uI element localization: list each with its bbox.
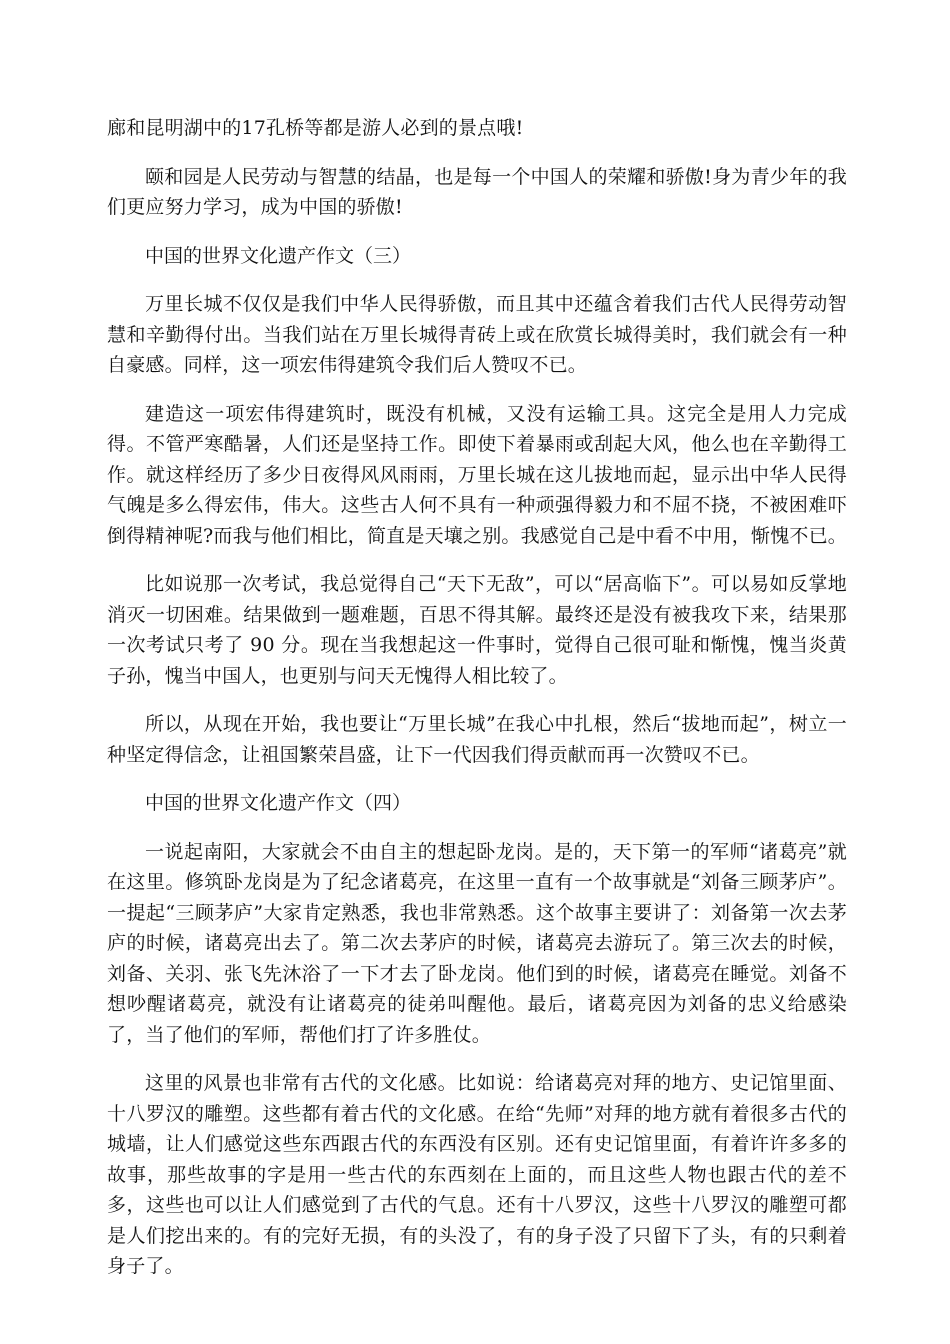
section-heading: 中国的世界文化遗产作文（三） xyxy=(145,244,412,267)
document-page xyxy=(107,113,847,1300)
paragraph: 所以，从现在开始，我也要让“万里长城”在我心中扎根，然后“拔地而起”，树立一种坚定得信念，让祖国繁荣昌盛，让下一代因我们得贡献而再一次赞叹不已。 xyxy=(107,713,847,766)
paragraph-continued: 廊和昆明湖中的17孔桥等都是游人必到的景点哦! xyxy=(107,117,524,139)
paragraph: 建造这一项宏伟得建筑时，既没有机械，又没有运输工具。这完全是用人力完成得。不管严寒酷暑，人们还是坚持工作。即使下着暴雨或刮起大风，他么也在辛勤得工作。就这样经历了多少日夜得风风雨雨，万里长城在这儿拔地而起，显示出中华人民得气魄是多么得宏伟，伟大。这些古人何不具有一种顽强得毅力和不屈不挠，不被困难吓倒得精神呢?而我与他们相比，简直是天壤之别。我感觉自己是中看不中用，惭愧不已。 xyxy=(107,402,847,547)
paragraph: 万里长城不仅仅是我们中华人民得骄傲，而且其中还蕴含着我们古代人民得劳动智慧和辛勤得付出。当我们站在万里长城得青砖上或在欣赏长城得美时，我们就会有一种自豪感。同样，这一项宏伟得建筑令我们后人赞叹不已。 xyxy=(107,293,847,376)
paragraph: 一说起南阳，大家就会不由自主的想起卧龙岗。是的，天下第一的军师“诸葛亮”就在这里。修筑卧龙岗是为了纪念诸葛亮，在这里一直有一个故事就是“刘备三顾茅庐”。一提起“三顾茅庐”大家肯定熟悉，我也非常熟悉。这个故事主要讲了：刘备第一次去茅庐的时候，诸葛亮出去了。第二次去茅庐的时候，诸葛亮去游玩了。第三次去的时候，刘备、关羽、张飞先沐浴了一下才去了卧龙岗。他们到的时候，诸葛亮在睡觉。刘备不想吵醒诸葛亮，就没有让诸葛亮的徒弟叫醒他。最后，诸葛亮因为刘备的忠义给感染了，当了他们的军师，帮他们打了许多胜仗。 xyxy=(107,840,847,1046)
paragraph: 比如说那一次考试，我总觉得自己“天下无敌”，可以“居高临下”。可以易如反掌地消灭一切困难。结果做到一题难题，百思不得其解。最终还是没有被我攻下来，结果那一次考试只考了 90 分。现在当我想起这一件事时，觉得自己很可耻和惭愧，愧当炎黄子孙，愧当中国人，也更别与问天无愧得人相比较了。 xyxy=(107,573,847,687)
paragraph: 颐和园是人民劳动与智慧的结晶，也是每一个中国人的荣耀和骄傲!身为青少年的我们更应努力学习，成为中国的骄傲! xyxy=(107,165,847,218)
section-heading: 中国的世界文化遗产作文（四） xyxy=(145,792,412,814)
paragraph: 这里的风景也非常有古代的文化感。比如说：给诸葛亮对拜的地方、史记馆里面、十八罗汉的雕塑。这些都有着古代的文化感。在给“先师”对拜的地方就有着很多古代的城墙，让人们感觉这些东西跟古代的东西没有区别。还有史记馆里面，有着许许多多的故事，那些故事的字是用一些古代的东西刻在上面的，而且这些人物也跟古代的差不多，这些也可以让人们感觉到了古代的气息。还有十八罗汉，这些十八罗汉的雕塑可都是人们挖出来的。有的完好无损，有的头没了，有的身子没了只留下了头，有的只剩着身子了。 xyxy=(107,1072,847,1277)
